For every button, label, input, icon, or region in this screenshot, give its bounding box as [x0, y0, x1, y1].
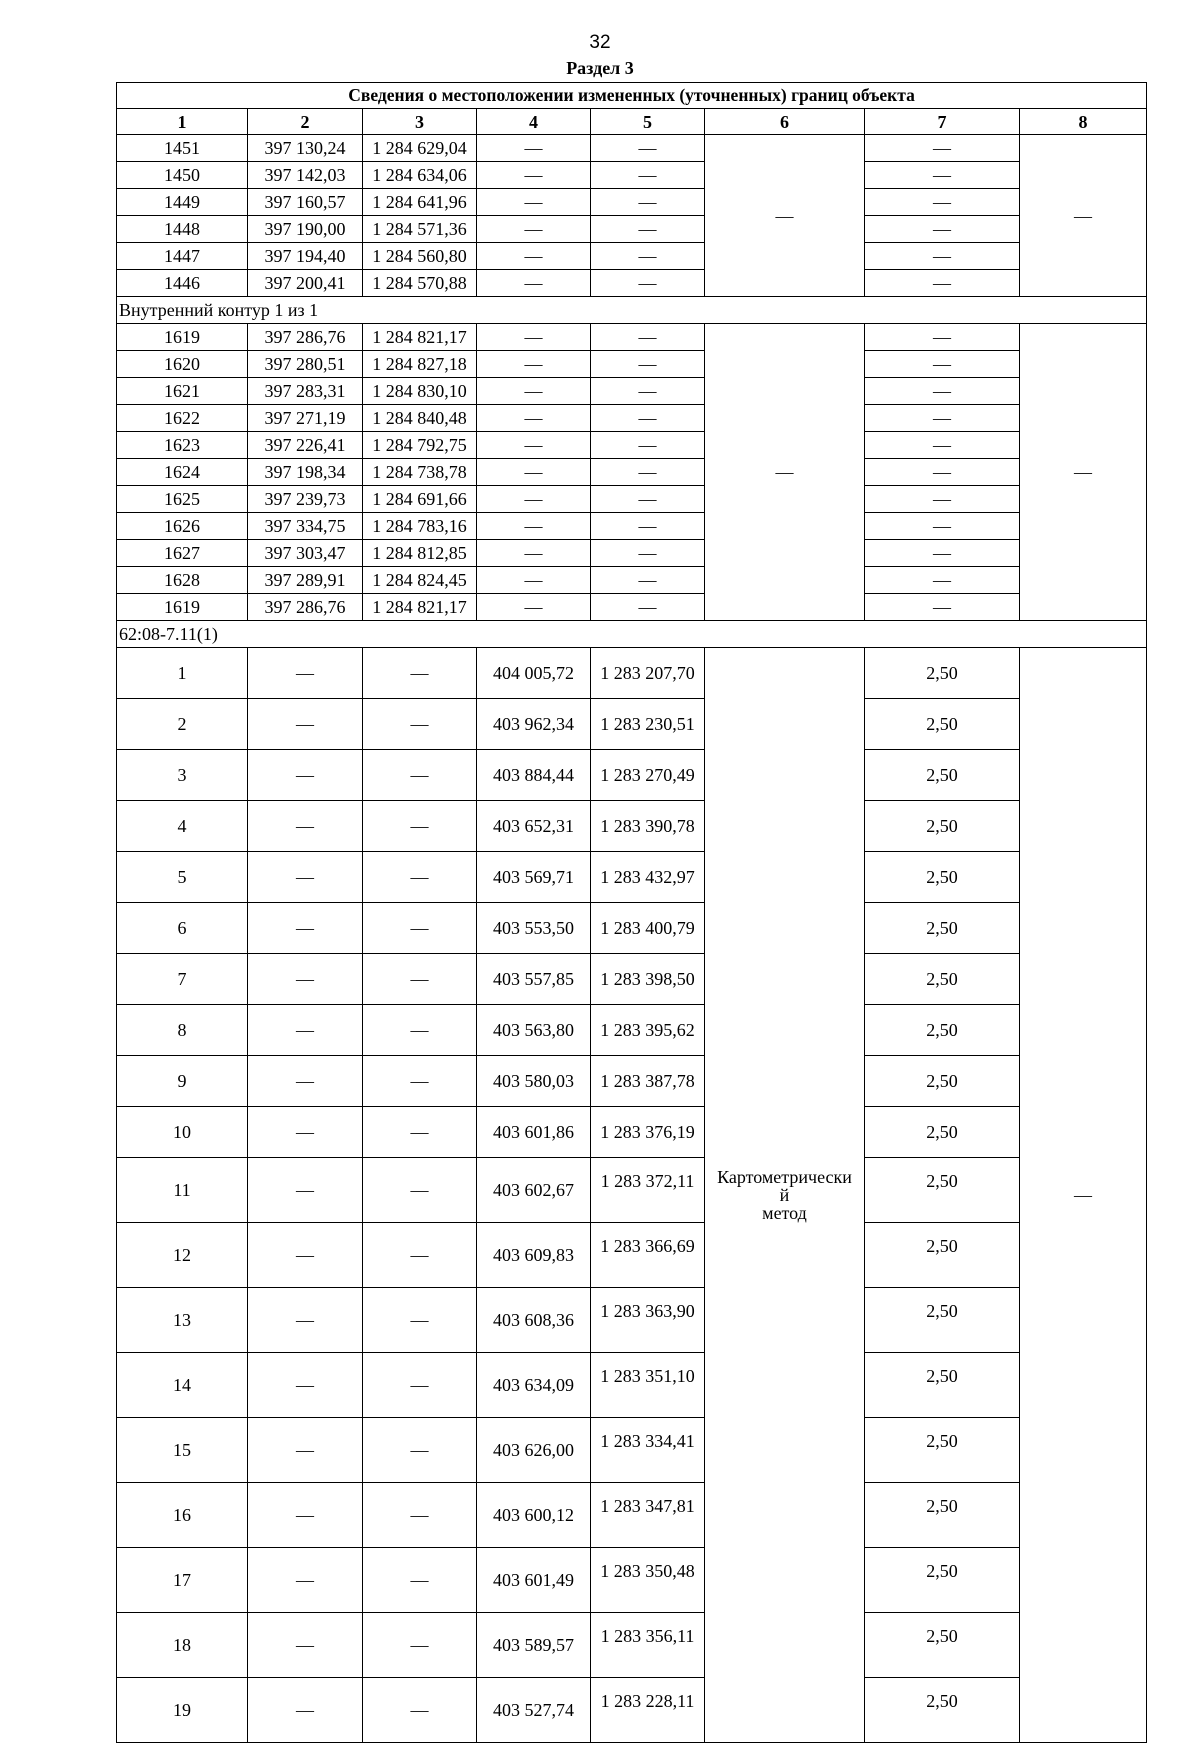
column-header: 4	[477, 109, 591, 135]
y-coordinate-cell: 1 284 738,78	[363, 459, 477, 486]
y-coordinate-cell: 1 284 783,16	[363, 513, 477, 540]
col7-cell: —	[865, 432, 1020, 459]
col5-cell: —	[591, 162, 705, 189]
table-row	[117, 699, 1147, 750]
x-coordinate-cell: 403 609,83	[477, 1223, 591, 1288]
col2-cell: —	[248, 954, 363, 1005]
col4-cell: —	[477, 513, 591, 540]
x-coordinate-cell: 403 527,74	[477, 1678, 591, 1743]
col4-cell: —	[477, 405, 591, 432]
col2-cell: —	[248, 699, 363, 750]
accuracy-cell: 2,50	[865, 1483, 1020, 1548]
point-number-cell: 6	[117, 903, 248, 954]
point-number-cell: 18	[117, 1613, 248, 1678]
col5-cell: —	[591, 324, 705, 351]
col4-cell: —	[477, 162, 591, 189]
column-header-row	[117, 109, 1147, 135]
point-number-cell: 10	[117, 1107, 248, 1158]
col3-cell: —	[363, 1158, 477, 1223]
x-coordinate-cell: 397 200,41	[248, 270, 363, 297]
column-header: 6	[705, 109, 865, 135]
col4-cell: —	[477, 378, 591, 405]
table-row	[117, 1158, 1147, 1223]
table-row	[117, 1353, 1147, 1418]
col2-cell: —	[248, 1483, 363, 1548]
col4-cell: —	[477, 243, 591, 270]
point-number-cell: 1626	[117, 513, 248, 540]
x-coordinate-cell: 403 553,50	[477, 903, 591, 954]
y-coordinate-cell: 1 283 270,49	[591, 750, 705, 801]
x-coordinate-cell: 397 239,73	[248, 486, 363, 513]
point-number-cell: 19	[117, 1678, 248, 1743]
col4-cell: —	[477, 594, 591, 621]
y-coordinate-cell: 1 284 560,80	[363, 243, 477, 270]
col4-cell: —	[477, 432, 591, 459]
table-row	[117, 903, 1147, 954]
col7-cell: —	[865, 189, 1020, 216]
x-coordinate-cell: 397 198,34	[248, 459, 363, 486]
table-row	[117, 189, 1147, 216]
col4-cell: —	[477, 270, 591, 297]
y-coordinate-cell: 1 284 840,48	[363, 405, 477, 432]
col2-cell: —	[248, 1418, 363, 1483]
y-coordinate-cell: 1 283 432,97	[591, 852, 705, 903]
col5-cell: —	[591, 405, 705, 432]
point-number-cell: 7	[117, 954, 248, 1005]
point-number-cell: 2	[117, 699, 248, 750]
col3-cell: —	[363, 954, 477, 1005]
point-number-cell: 5	[117, 852, 248, 903]
x-coordinate-cell: 403 602,67	[477, 1158, 591, 1223]
point-number-cell: 1448	[117, 216, 248, 243]
x-coordinate-cell: 397 286,76	[248, 324, 363, 351]
table-row	[117, 324, 1147, 351]
col7-cell: —	[865, 324, 1020, 351]
table-row	[117, 1288, 1147, 1353]
col3-cell: —	[363, 1107, 477, 1158]
col7-cell: —	[865, 216, 1020, 243]
y-coordinate-cell: 1 283 372,11	[591, 1158, 705, 1223]
col7-cell: —	[865, 594, 1020, 621]
x-coordinate-cell: 397 226,41	[248, 432, 363, 459]
table-row	[117, 1005, 1147, 1056]
y-coordinate-cell: 1 283 334,41	[591, 1418, 705, 1483]
col2-cell: —	[248, 1678, 363, 1743]
col5-cell: —	[591, 594, 705, 621]
x-coordinate-cell: 403 601,49	[477, 1548, 591, 1613]
accuracy-cell: 2,50	[865, 1613, 1020, 1678]
method-text-line2: й	[779, 1185, 790, 1205]
object-label-row-label: 62:08-7.11(1)	[117, 621, 1147, 648]
accuracy-cell: 2,50	[865, 1056, 1020, 1107]
method-text-line3: метод	[762, 1203, 807, 1223]
col2-cell: —	[248, 1158, 363, 1223]
col5-cell: —	[591, 189, 705, 216]
y-coordinate-cell: 1 284 641,96	[363, 189, 477, 216]
col3-cell: —	[363, 801, 477, 852]
col2-cell: —	[248, 903, 363, 954]
y-coordinate-cell: 1 283 356,11	[591, 1613, 705, 1678]
point-number-cell: 4	[117, 801, 248, 852]
col3-cell: —	[363, 1678, 477, 1743]
x-coordinate-cell: 397 142,03	[248, 162, 363, 189]
point-number-cell: 1451	[117, 135, 248, 162]
y-coordinate-cell: 1 283 363,90	[591, 1288, 705, 1353]
x-coordinate-cell: 397 160,57	[248, 189, 363, 216]
y-coordinate-cell: 1 284 812,85	[363, 540, 477, 567]
col2-cell: —	[248, 648, 363, 699]
y-coordinate-cell: 1 284 634,06	[363, 162, 477, 189]
point-number-cell: 1628	[117, 567, 248, 594]
table-row	[117, 1483, 1147, 1548]
col7-cell: —	[865, 135, 1020, 162]
table-row	[117, 378, 1147, 405]
point-number-cell: 1450	[117, 162, 248, 189]
col5-cell: —	[591, 540, 705, 567]
col3-cell: —	[363, 1353, 477, 1418]
col7-cell: —	[865, 540, 1020, 567]
y-coordinate-cell: 1 283 376,19	[591, 1107, 705, 1158]
point-number-cell: 1619	[117, 594, 248, 621]
y-coordinate-cell: 1 284 827,18	[363, 351, 477, 378]
col5-cell: —	[591, 513, 705, 540]
col5-cell: —	[591, 459, 705, 486]
y-coordinate-cell: 1 284 830,10	[363, 378, 477, 405]
table-row	[117, 801, 1147, 852]
table-row	[117, 486, 1147, 513]
table-row	[117, 954, 1147, 1005]
table-row	[117, 351, 1147, 378]
method-text-line1: Картометрически	[717, 1167, 852, 1187]
x-coordinate-cell: 403 962,34	[477, 699, 591, 750]
col7-cell: —	[865, 567, 1020, 594]
column-header: 7	[865, 109, 1020, 135]
y-coordinate-cell: 1 284 821,17	[363, 594, 477, 621]
accuracy-cell: 2,50	[865, 1548, 1020, 1613]
col3-cell: —	[363, 648, 477, 699]
x-coordinate-cell: 404 005,72	[477, 648, 591, 699]
col3-cell: —	[363, 1288, 477, 1353]
col5-cell: —	[591, 378, 705, 405]
x-coordinate-cell: 403 634,09	[477, 1353, 591, 1418]
accuracy-cell: 2,50	[865, 1223, 1020, 1288]
col3-cell: —	[363, 903, 477, 954]
point-number-cell: 1624	[117, 459, 248, 486]
point-number-cell: 3	[117, 750, 248, 801]
table-row	[117, 216, 1147, 243]
table-row	[117, 1107, 1147, 1158]
inner-contour-row-label: Внутренний контур 1 из 1	[117, 297, 1147, 324]
point-number-cell: 17	[117, 1548, 248, 1613]
point-number-cell: 16	[117, 1483, 248, 1548]
x-coordinate-cell: 397 130,24	[248, 135, 363, 162]
col3-cell: —	[363, 1418, 477, 1483]
accuracy-cell: 2,50	[865, 1353, 1020, 1418]
col5-cell: —	[591, 270, 705, 297]
point-number-cell: 1620	[117, 351, 248, 378]
accuracy-cell: 2,50	[865, 1005, 1020, 1056]
column-header: 1	[117, 109, 248, 135]
y-coordinate-cell: 1 283 207,70	[591, 648, 705, 699]
col4-cell: —	[477, 486, 591, 513]
point-number-cell: 11	[117, 1158, 248, 1223]
x-coordinate-cell: 403 884,44	[477, 750, 591, 801]
x-coordinate-cell: 397 289,91	[248, 567, 363, 594]
col4-cell: —	[477, 540, 591, 567]
point-number-cell: 1627	[117, 540, 248, 567]
y-coordinate-cell: 1 284 792,75	[363, 432, 477, 459]
col2-cell: —	[248, 1107, 363, 1158]
x-coordinate-cell: 403 557,85	[477, 954, 591, 1005]
point-number-cell: 1623	[117, 432, 248, 459]
col2-cell: —	[248, 1353, 363, 1418]
y-coordinate-cell: 1 283 350,48	[591, 1548, 705, 1613]
x-coordinate-cell: 403 589,57	[477, 1613, 591, 1678]
y-coordinate-cell: 1 284 824,45	[363, 567, 477, 594]
table-row	[117, 648, 1147, 699]
col3-cell: —	[363, 750, 477, 801]
col2-cell: —	[248, 801, 363, 852]
table-row	[117, 1613, 1147, 1678]
col2-cell: —	[248, 852, 363, 903]
y-coordinate-cell: 1 284 629,04	[363, 135, 477, 162]
column-header: 8	[1020, 109, 1147, 135]
point-number-cell: 12	[117, 1223, 248, 1288]
col5-cell: —	[591, 486, 705, 513]
accuracy-cell: 2,50	[865, 801, 1020, 852]
col3-cell: —	[363, 1548, 477, 1613]
accuracy-cell: 2,50	[865, 648, 1020, 699]
y-coordinate-cell: 1 283 400,79	[591, 903, 705, 954]
y-coordinate-cell: 1 283 387,78	[591, 1056, 705, 1107]
section-title: Раздел 3	[566, 58, 634, 78]
point-number-cell: 1449	[117, 189, 248, 216]
table-row	[117, 567, 1147, 594]
table-row	[117, 1223, 1147, 1288]
x-coordinate-cell: 397 280,51	[248, 351, 363, 378]
col6-merged-cell: —	[705, 324, 865, 621]
x-coordinate-cell: 403 569,71	[477, 852, 591, 903]
boundary-table	[116, 82, 1147, 1743]
col7-cell: —	[865, 243, 1020, 270]
col2-cell: —	[248, 1613, 363, 1678]
table-row	[117, 459, 1147, 486]
col8-merged-cell: —	[1020, 648, 1147, 1743]
y-coordinate-cell: 1 284 691,66	[363, 486, 477, 513]
x-coordinate-cell: 403 600,12	[477, 1483, 591, 1548]
accuracy-cell: 2,50	[865, 852, 1020, 903]
table-row	[117, 405, 1147, 432]
col2-cell: —	[248, 1223, 363, 1288]
col3-cell: —	[363, 699, 477, 750]
y-coordinate-cell: 1 283 347,81	[591, 1483, 705, 1548]
accuracy-cell: 2,50	[865, 750, 1020, 801]
x-coordinate-cell: 397 194,40	[248, 243, 363, 270]
x-coordinate-cell: 397 283,31	[248, 378, 363, 405]
col2-cell: —	[248, 1288, 363, 1353]
x-coordinate-cell: 403 608,36	[477, 1288, 591, 1353]
col7-cell: —	[865, 405, 1020, 432]
col5-cell: —	[591, 567, 705, 594]
inner-contour-row	[117, 297, 1147, 324]
column-header: 2	[248, 109, 363, 135]
table-row	[117, 750, 1147, 801]
point-number-cell: 14	[117, 1353, 248, 1418]
col3-cell: —	[363, 1056, 477, 1107]
table-row	[117, 1548, 1147, 1613]
table-row	[117, 270, 1147, 297]
col2-cell: —	[248, 750, 363, 801]
column-header: 5	[591, 109, 705, 135]
accuracy-cell: 2,50	[865, 954, 1020, 1005]
y-coordinate-cell: 1 283 351,10	[591, 1353, 705, 1418]
col8-merged-cell: —	[1020, 135, 1147, 297]
col4-cell: —	[477, 189, 591, 216]
col4-cell: —	[477, 459, 591, 486]
y-coordinate-cell: 1 283 398,50	[591, 954, 705, 1005]
point-number-cell: 1621	[117, 378, 248, 405]
table-row	[117, 135, 1147, 162]
col5-cell: —	[591, 216, 705, 243]
point-number-cell: 1619	[117, 324, 248, 351]
table-row	[117, 852, 1147, 903]
col7-cell: —	[865, 486, 1020, 513]
col4-cell: —	[477, 324, 591, 351]
object-label-row	[117, 621, 1147, 648]
col5-cell: —	[591, 243, 705, 270]
table-row	[117, 594, 1147, 621]
column-header: 3	[363, 109, 477, 135]
accuracy-cell: 2,50	[865, 1418, 1020, 1483]
point-number-cell: 1622	[117, 405, 248, 432]
x-coordinate-cell: 403 652,31	[477, 801, 591, 852]
table-row	[117, 243, 1147, 270]
col2-cell: —	[248, 1056, 363, 1107]
col6-merged-cell: —	[705, 135, 865, 297]
col7-cell: —	[865, 162, 1020, 189]
x-coordinate-cell: 403 580,03	[477, 1056, 591, 1107]
y-coordinate-cell: 1 283 395,62	[591, 1005, 705, 1056]
accuracy-cell: 2,50	[865, 1107, 1020, 1158]
col2-cell: —	[248, 1005, 363, 1056]
y-coordinate-cell: 1 284 570,88	[363, 270, 477, 297]
col4-cell: —	[477, 567, 591, 594]
col4-cell: —	[477, 216, 591, 243]
method-merged-cell	[705, 648, 865, 1743]
col3-cell: —	[363, 1613, 477, 1678]
y-coordinate-cell: 1 283 366,69	[591, 1223, 705, 1288]
x-coordinate-cell: 403 563,80	[477, 1005, 591, 1056]
accuracy-cell: 2,50	[865, 1288, 1020, 1353]
x-coordinate-cell: 397 271,19	[248, 405, 363, 432]
y-coordinate-cell: 1 284 571,36	[363, 216, 477, 243]
x-coordinate-cell: 397 286,76	[248, 594, 363, 621]
point-number-cell: 1	[117, 648, 248, 699]
x-coordinate-cell: 397 334,75	[248, 513, 363, 540]
y-coordinate-cell: 1 283 228,11	[591, 1678, 705, 1743]
col7-cell: —	[865, 378, 1020, 405]
col5-cell: —	[591, 135, 705, 162]
col5-cell: —	[591, 351, 705, 378]
table-row	[117, 540, 1147, 567]
col4-cell: —	[477, 351, 591, 378]
x-coordinate-cell: 403 626,00	[477, 1418, 591, 1483]
col7-cell: —	[865, 459, 1020, 486]
table-row	[117, 1678, 1147, 1743]
table-caption: Сведения о местоположении измененных (уточненных) границ объекта	[117, 83, 1147, 109]
col7-cell: —	[865, 270, 1020, 297]
col8-merged-cell: —	[1020, 324, 1147, 621]
table-row	[117, 1056, 1147, 1107]
col5-cell: —	[591, 432, 705, 459]
point-number-cell: 8	[117, 1005, 248, 1056]
point-number-cell: 1446	[117, 270, 248, 297]
col4-cell: —	[477, 135, 591, 162]
accuracy-cell: 2,50	[865, 1678, 1020, 1743]
point-number-cell: 1625	[117, 486, 248, 513]
x-coordinate-cell: 397 303,47	[248, 540, 363, 567]
accuracy-cell: 2,50	[865, 699, 1020, 750]
col3-cell: —	[363, 1483, 477, 1548]
point-number-cell: 13	[117, 1288, 248, 1353]
col3-cell: —	[363, 1223, 477, 1288]
x-coordinate-cell: 397 190,00	[248, 216, 363, 243]
page-number: 32	[589, 32, 611, 53]
x-coordinate-cell: 403 601,86	[477, 1107, 591, 1158]
col7-cell: —	[865, 351, 1020, 378]
point-number-cell: 15	[117, 1418, 248, 1483]
table-row	[117, 513, 1147, 540]
point-number-cell: 9	[117, 1056, 248, 1107]
col2-cell: —	[248, 1548, 363, 1613]
point-number-cell: 1447	[117, 243, 248, 270]
accuracy-cell: 2,50	[865, 1158, 1020, 1223]
table-row	[117, 162, 1147, 189]
accuracy-cell: 2,50	[865, 903, 1020, 954]
table-row	[117, 432, 1147, 459]
col3-cell: —	[363, 1005, 477, 1056]
y-coordinate-cell: 1 283 230,51	[591, 699, 705, 750]
col7-cell: —	[865, 513, 1020, 540]
y-coordinate-cell: 1 283 390,78	[591, 801, 705, 852]
table-row	[117, 1418, 1147, 1483]
y-coordinate-cell: 1 284 821,17	[363, 324, 477, 351]
col3-cell: —	[363, 852, 477, 903]
